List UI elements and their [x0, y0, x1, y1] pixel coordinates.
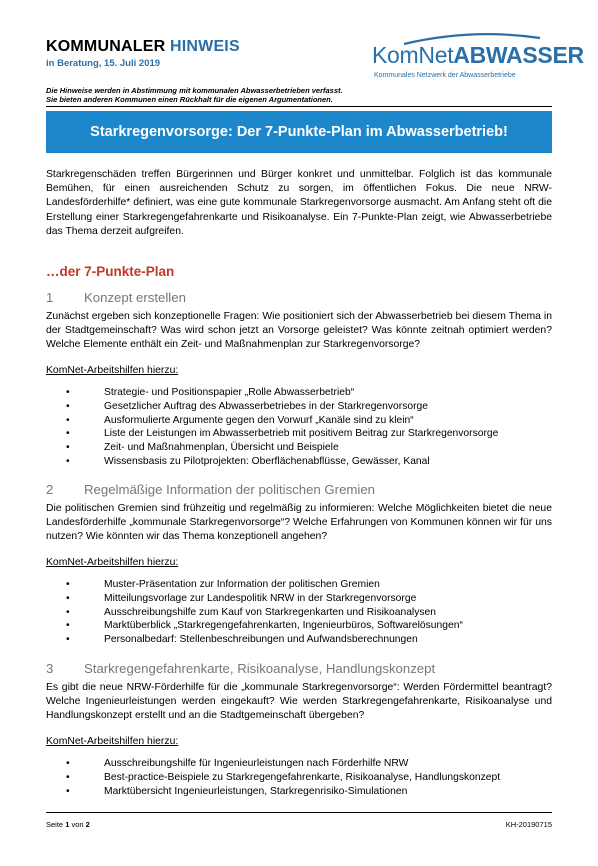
section-1-text: Zunächst ergeben sich konzeptionelle Fragen: Wie positioniert sich der Abwasserbetrieb bei diesem Thema in der Stadtgemeinschaft? Was wird schon jetzt an Vorsorge geleistet? Was könnte zeitnah optimiert werden? Welche Elemente enthält ein Zeit- und Maßnahmenplan zur Starkregenvorsorge?: [46, 311, 552, 351]
section-2-heading: [46, 482, 375, 497]
list-item: • Ausschreibungshilfe zum Kauf von Starkregenkarten und Risikoanalysen: [66, 606, 463, 620]
list-item: • Mitteilungsvorlage zur Landespolitik NRW in der Starkregenvorsorge: [66, 592, 463, 606]
page-mid: von: [71, 820, 84, 829]
section-3-title: Starkregengefahrenkarte, Risikoanalyse, Handlungskonzept: [84, 661, 436, 676]
list-item: • Ausschreibungshilfe für Ingenieurleistungen nach Förderhilfe NRW: [66, 757, 500, 771]
section-1-title: Konzept erstellen: [84, 290, 186, 305]
title-part-1: KOMMUNALER: [46, 38, 166, 55]
header-note-line-1: Die Hinweise werden in Abstimmung mit kommunalen Abwasserbetrieben verfasst.: [46, 86, 343, 95]
document-id: KH-20190715: [505, 820, 552, 829]
section-1-heading: [46, 290, 186, 305]
header-note: [46, 86, 566, 104]
list-item: • Marktüberblick „Starkregengefahrenkarten, Ingenieurbüros, Softwarelösungen“: [66, 619, 463, 633]
komnet-abwasser-logo: [372, 30, 584, 82]
section-2-number: 2: [46, 482, 54, 497]
section-3-number: 3: [46, 661, 54, 676]
title-banner: Starkregenvorsorge: Der 7-Punkte-Plan im Abwasserbetrieb!: [46, 111, 552, 153]
section-3-heading: [46, 661, 435, 676]
page-indicator: [46, 820, 90, 829]
footer-divider: [46, 812, 552, 813]
section-2-title: Regelmäßige Information der politischen Gremien: [84, 482, 375, 497]
section-3-list: [66, 757, 500, 798]
list-item: • Marktübersicht Ingenieurleistungen, Starkregenrisiko-Simulationen: [66, 785, 500, 799]
page-total: 2: [85, 820, 90, 829]
title-part-2: HINWEIS: [169, 38, 240, 55]
list-item: • Ausformulierte Argumente gegen den Vorwurf „Kanäle sind zu klein“: [66, 414, 498, 428]
document-date: in Beratung, 15. Juli 2019: [46, 58, 161, 69]
section-3-text: Es gibt die neue NRW-Förderhilfe für die „kommunale Starkregenvorsorge“: Werden Fördermittel beantragt? Welche Ingenieurleistungen werden eingekauft? Wie werden Starkregengefahrenkarte, Risikoanalyse und Handlungskonzept erstellt und an die Stadtgemeinschaft übergeben?: [46, 682, 552, 722]
list-item: • Wissensbasis zu Pilotprojekten: Oberflächenabflüsse, Gewässer, Kanal: [66, 455, 498, 469]
list-item: • Personalbedarf: Stellenbeschreibungen und Aufwandsberechnungen: [66, 633, 463, 647]
logo-brand-a: KomNet: [372, 42, 454, 68]
list-item: • Liste der Leistungen im Abwasserbetrieb mit positivem Beitrag zur Starkregenvorsorge: [66, 427, 498, 441]
header-note-line-2: Sie bieten anderen Kommunen einen Rückhalt für die eigenen Argumentationen.: [46, 95, 333, 104]
list-item: • Muster-Präsentation zur Information der politischen Gremien: [66, 578, 463, 592]
list-item: • Zeit- und Maßnahmenplan, Übersicht und Beispiele: [66, 441, 498, 455]
page-current: 1: [65, 820, 70, 829]
section-1-aux-label: KomNet-Arbeitshilfen hierzu:: [46, 365, 179, 376]
intro-paragraph: Starkregenschäden treffen Bürgerinnen und Bürger konkret und unmittelbar. Folglich ist das kommunale Bemühen, für einen ausreichenden Schutz zu sorgen, im öffentlichen Fokus. Die neue NRW-Landesförderhilfe* definiert, was eine gute kommunale Starkregenvorsorge ausmacht. Am Anfang steht oft die Erstellung einer Starkregengefahrenkarte und Risikoanalyse. Ein 7-Punkte-Plan zeigt, wie Abwasserbetriebe das Thema derzeit aufgreifen.: [46, 169, 552, 237]
section-1-number: 1: [46, 290, 54, 305]
section-2-aux-label: KomNet-Arbeitshilfen hierzu:: [46, 557, 179, 568]
logo-wordmark: [372, 42, 584, 69]
list-item: • Gesetzlicher Auftrag des Abwasserbetriebes in der Starkregenvorsorge: [66, 400, 498, 414]
logo-tagline: Kommunales Netzwerk der Abwasserbetriebe: [374, 72, 516, 79]
section-2-text: Die politischen Gremien sind frühzeitig und regelmäßig zu informieren: Welche Möglichkeiten bietet die neue Landesförderhilfe „kommunale Starkregenvorsorge“? Welche Erfahrungen von Kommunen können wir für uns nutzen? Wie könnten wir das Thema konzeptionell angehen?: [46, 503, 552, 543]
list-item: • Strategie- und Positionspapier „Rolle Abwasserbetrieb“: [66, 386, 498, 400]
section-1-list: [66, 386, 498, 469]
page-prefix: Seite: [46, 820, 64, 829]
section-3-aux-label: KomNet-Arbeitshilfen hierzu:: [46, 736, 179, 747]
logo-brand-b: ABWASSER: [453, 42, 584, 68]
header-divider: [46, 106, 552, 107]
section-2-list: [66, 578, 463, 647]
list-item: • Best-practice-Beispiele zu Starkregengefahrenkarte, Risikoanalyse, Handlungskonzept: [66, 771, 500, 785]
document-type-title: [46, 38, 240, 56]
plan-heading: …der 7-Punkte-Plan: [46, 264, 175, 279]
